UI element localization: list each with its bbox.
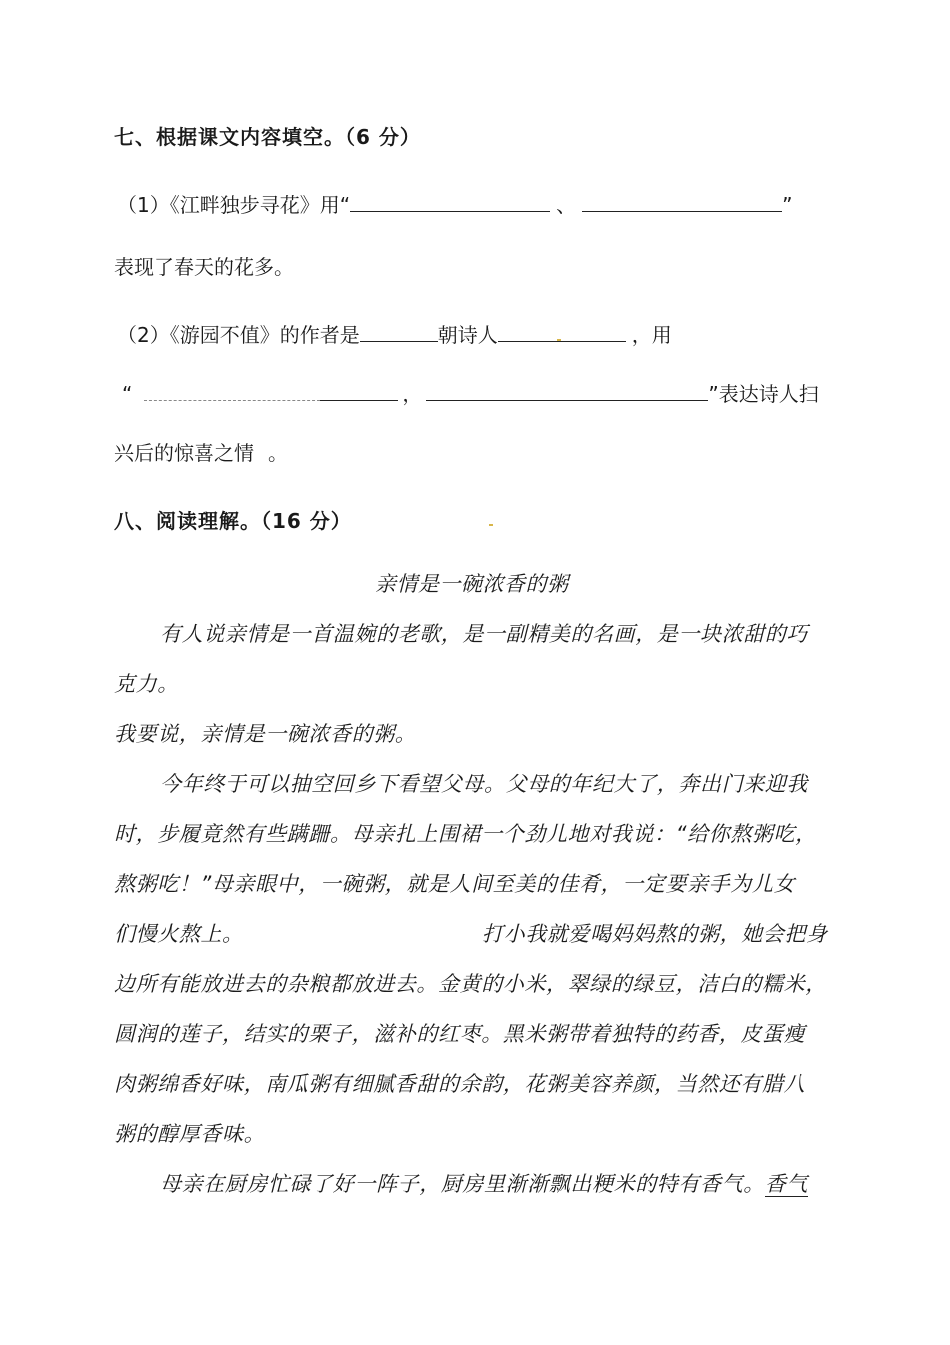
question-2-text-b: 朝诗人 [437,323,498,347]
passage-line: 时，步履竟然有些蹒跚。母亲扎上围裙一个劲儿地对我说：“给你熬粥吃， [114,822,817,846]
question-2-text-c: ，用 [631,323,672,347]
question-1-line1 [117,189,792,218]
passage-text: 母亲在厨房忙碌了好一阵子，厨房里渐渐飘出粳米的特有香气。 [160,1172,765,1196]
underlined-phrase: 香气 [764,1172,809,1196]
passage-line [160,1168,808,1198]
question-2-line3 [114,437,288,466]
section8-heading: 八、阅读理解。（16 分） [114,509,352,533]
passage-line: 克力。 [114,672,179,696]
question-2-text-d: ”表达诗人扫 [708,382,819,406]
question-2-line1 [117,319,672,348]
passage-line: 粥的醇厚香味。 [114,1122,266,1146]
question-2-label: （2） [117,323,170,347]
passage-line: 我要说，亲情是一碗浓香的粥。 [114,722,417,746]
answer-blank-1a[interactable] [350,191,550,212]
passage-line: 有人说亲情是一首温婉的老歌，是一副精美的名画，是一块浓甜的巧 [160,622,808,646]
section7-heading: 七、根据课文内容填空。（6 分） [114,125,421,149]
question-2-text-a: 《游园不值》的作者是 [169,323,360,347]
answer-blank-1b[interactable] [582,191,782,212]
comma: ， [402,382,423,406]
open-quote: “ [122,382,133,406]
passage-line: 肉粥绵香好味，南瓜粥有细腻香甜的余韵，花粥美容养颜，当然还有腊八 [114,1072,806,1096]
separator: 、 [556,193,577,217]
passage-line: 今年终于可以抽空回乡下看望父母。父母的年纪大了，奔出门来迎我 [160,772,808,796]
question-1-line2: 表现了春天的花多。 [114,255,294,279]
passage-line: 圆润的莲子，结实的栗子，滋补的红枣。黑米粥带着独特的药香，皮蛋瘦 [114,1022,806,1046]
passage-line: 打小我就爱喝妈妈熬的粥，她会把身 [482,922,828,946]
answer-blank-poet[interactable] [498,321,626,342]
passage-line: 们慢火熬上。 [114,922,244,946]
passage-line: 边所有能放进去的杂粮都放进去。金黄的小米，翠绿的绿豆，洁白的糯米， [114,972,827,996]
answer-blank-dynasty[interactable] [360,321,438,342]
scan-speck [557,339,561,341]
passage-line: 熬粥吃！”母亲眼中，一碗粥，就是人间至美的佳肴，一定要亲手为儿女 [114,872,796,896]
answer-blank-verse1-dashed[interactable] [144,386,320,401]
question-1-text: 《江畔独步寻花》用“ [169,193,351,217]
period: 。 [268,441,288,465]
close-quote: ” [782,193,793,217]
scan-speck [489,524,493,526]
passage-title: 亲情是一碗浓香的粥 [375,572,569,596]
question-1-label: （1） [117,193,170,217]
answer-blank-verse2[interactable] [426,380,708,401]
question-2-line2 [122,378,819,407]
answer-blank-verse1[interactable] [320,380,398,401]
question-2-text-e: 兴后的惊喜之情 [114,441,254,465]
